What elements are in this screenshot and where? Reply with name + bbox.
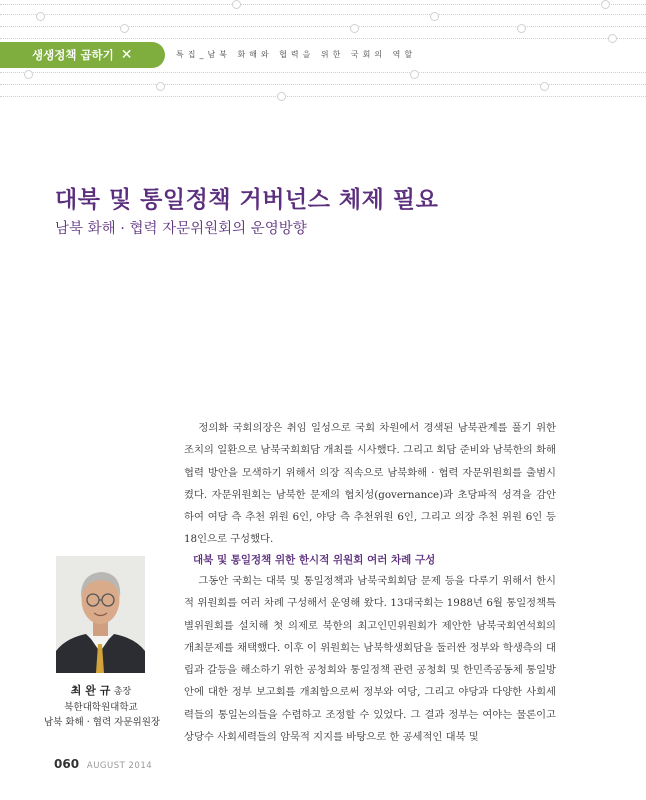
author-name-line bbox=[44, 682, 158, 698]
intro-paragraph bbox=[184, 417, 556, 551]
section-text: 그동안 국회는 대북 및 통일정책과 남북국회회담 문제 등을 다루기 위해서 한시적 위원회를 여러 차례 구성해서 운영해 왔다. 13대국회는 1988년 6월 통일정책특별위원회를 설치해 첫 의제로 북한의 최고인민위원회가 제안한 남북국회연석회의 개최문제를 채택했다. 이후 이 위원회는 남북학생회담을 둘러싼 정부와 학생측의 대립과 갈등을 해소하기 위한 공청회와 통일정책 관련 공청회 및 한민족공동체 통일방안에 대한 정부 보고회를 개최함으로써 정부와 여당, 그리고 야당과 다양한 사회세력들의 통일논의들을 수렴하고 조정할 수 있었다. 그 결과 정부는 여야는 물론이고 상당수 사회세력들의 암묵적 지지를 바탕으로 한 공세적인 대북 및 bbox=[184, 575, 556, 744]
article-subtitle: 남북 화해 · 협력 자문위원회의 운영방향 bbox=[55, 221, 307, 237]
article-title: 대북 및 통일정책 거버넌스 체제 필요 bbox=[55, 187, 439, 213]
issue-date: AUGUST 2014 bbox=[86, 761, 153, 771]
section-paragraph bbox=[184, 570, 556, 748]
section-tab bbox=[0, 42, 165, 68]
author-affiliation: 북한대학원대학교 bbox=[64, 702, 138, 713]
author-title: 총장 bbox=[113, 687, 132, 697]
author-name: 최 완 규 bbox=[70, 684, 111, 697]
page-footer bbox=[54, 757, 152, 771]
intro-text: 정의화 국회의장은 취임 일성으로 국회 차원에서 경색된 남북관계를 풀기 위한 조치의 일환으로 남북국회회담 개최를 시사했다. 그리고 회담 준비와 남북한의 화해 협력 방안을 모색하기 위해서 의장 직속으로 남북화해 · 협력 자문위원회를 출범시켰다. 자문위원회는 남북한 문제의 협치성(governance)과 초당파적 성격을 감안하여 여당 측 추천 위원 6인, 야당 측 추천위원 6인, 그리고 의장 추천 위원 6인 등 18인으로 구성했다. bbox=[184, 422, 556, 546]
section-heading: 대북 및 통일정책 위한 한시적 위원회 여러 차례 구성 bbox=[193, 554, 436, 566]
author-photo bbox=[56, 556, 145, 673]
author-position: 남북 화해 · 협력 자문위원장 bbox=[44, 717, 161, 728]
multiply-icon: ✕ bbox=[120, 47, 133, 63]
page-number: 060 bbox=[54, 757, 80, 771]
section-label: 생생정책 곱하기 bbox=[32, 48, 114, 62]
breadcrumb: 특집_남북 화해와 협력을 위한 국회의 역할 bbox=[176, 50, 417, 59]
